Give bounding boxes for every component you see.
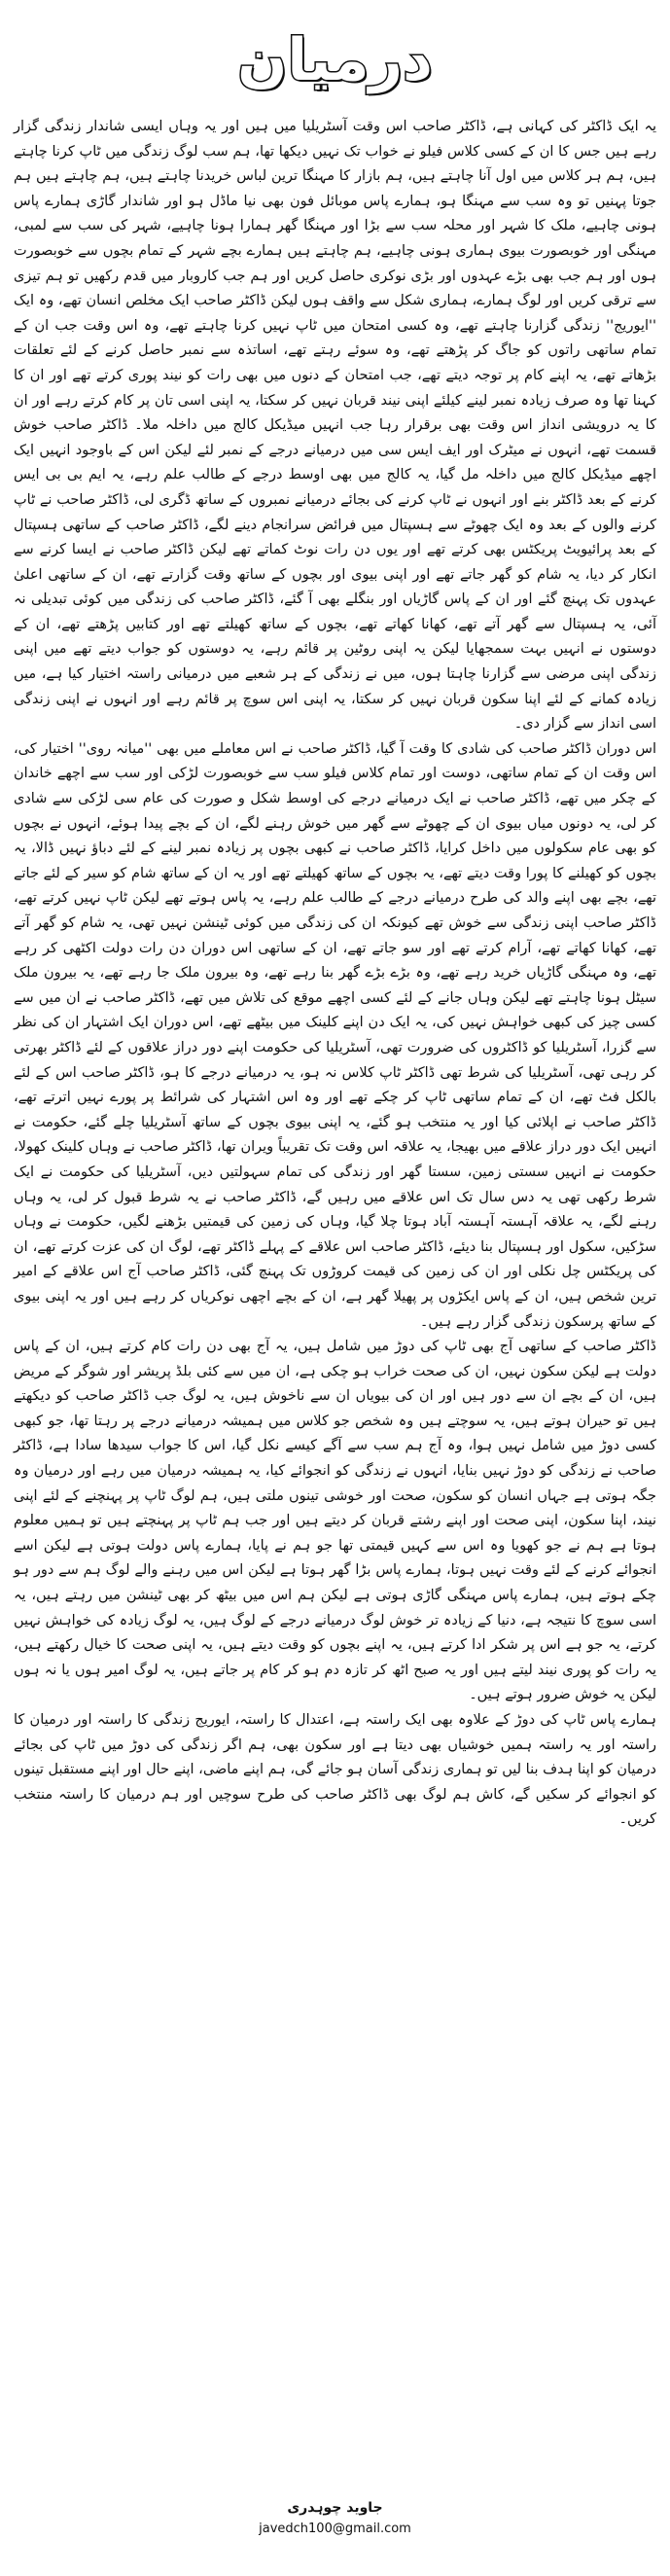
article-body	[14, 115, 656, 1833]
author-email: javedch100@gmail.com	[259, 2522, 411, 2536]
headline-area	[14, 0, 656, 115]
article-paragraph: یہ ایک ڈاکٹر کی کہانی ہے، ڈاکٹر صاحب اس وقت آسٹریلیا میں ہیں اور یہ وہاں ایسی شاندار زندگی گزار رہے ہیں جس کا ان کے کسی کلاس فیلو نے خواب تک نہیں دیکھا تھا، ہم سب لوگ زندگی میں ٹاپ کرنا چاہتے ہیں، ہم ہر کلاس میں اول آنا چاہتے ہیں، ہم بازار کا مہنگا ترین لباس خریدنا چاہتے ہیں، ہم چاہتے ہیں ہم جوتا پہنیں تو وہ سب سے مہنگا ہو، ہمارے پاس موبائل فون بھی نیا ماڈل ہو اور شاندار گاڑی ہمارے پاس ہونی چاہیے، ملک کا شہر اور محلہ سب سے بڑا اور مہنگا گھر ہمارا ہونا چاہیے، شہر کی سب سے لمبی، مہنگی اور خوبصورت بیوی ہماری ہونی چاہیے، ہم چاہتے ہیں ہمارے بچے شہر کے تمام بچوں سے خوبصورت ہوں اور ہم جب بھی بڑے عہدوں اور بڑی نوکری حاصل کریں اور ہم جب کاروبار میں قدم رکھیں تو ہم تیزی سے ترقی کریں اور لوگ ہمارے، ہماری شکل سے واقف ہوں لیکن ڈاکٹر صاحب ایک مخلص انسان تھے، وہ ایک ''ایوریج'' زندگی گزارنا چاہتے تھے، وہ کسی امتحان میں ٹاپ نہیں کرنا چاہتے تھے، وہ اس وقت جب ان کے تمام ساتھی راتوں کو جاگ کر پڑھتے تھے، وہ سوئے رہتے تھے، اساتذہ سے نمبر حاصل کرنے کے لئے تعلقات بڑھاتے تھے، یہ اپنے کام پر توجہ دیتے تھے، جب امتحان کے دنوں میں بھی رات کو نیند پوری کرتے تھے اور ان کا کہنا تھا وہ صرف زیادہ نمبر لینے کیلئے اپنی نیند قربان نہیں کر سکتا، یہ اپنی اسی تان پر کام کرتے رہے اور ان کا یہ درویشی انداز اس وقت بھی برقرار رہا جب انہیں میڈیکل کالج میں داخلہ ملا۔ ڈاکٹر صاحب خوش قسمت تھے، انہوں نے میٹرک اور ایف ایس سی میں درمیانے درجے کے نمبر لئے لیکن اس کے باوجود انہیں ایک اچھے میڈیکل کالج میں داخلہ مل گیا، یہ کالج میں بھی اوسط درجے کے طالب علم رہے، یہ ایم بی بی ایس کرنے کے بعد ڈاکٹر بنے اور انہوں نے ٹاپ کرنے کی بجائے درمیانے نمبروں کے ساتھ ڈگری لی، ڈاکٹر صاحب نے ٹاپ کرنے والوں کے بعد وہ ایک چھوٹے سے ہسپتال میں فرائض سرانجام دینے لگے، ڈاکٹر صاحب کے ساتھی ہسپتال کے بعد پرائیویٹ پریکٹس بھی کرتے تھے اور یوں دن رات نوٹ کماتے تھے لیکن ڈاکٹر صاحب نے ایسا کرنے سے انکار کر دیا، یہ شام کو گھر جاتے تھے اور اپنی بیوی اور بچوں کے ساتھ وقت گزارتے تھے، ان کے ساتھی اعلیٰ عہدوں تک پہنچ گئے اور ان کے پاس گاڑیاں اور بنگلے بھی آ گئے، ڈاکٹر صاحب کی زندگی میں کوئی تبدیلی نہ آئی، یہ ہسپتال سے گھر آتے تھے، کھانا کھاتے تھے، بچوں کے ساتھ کھیلتے تھے اور کتابیں پڑھتے تھے، ان کے دوستوں نے انہیں بہت سمجھایا لیکن یہ اپنی روٹین پر قائم رہے، یہ دوستوں کو جواب دیتے تھے میں اپنی زندگی اپنی مرضی سے گزارنا چاہتا ہوں، میں نے زندگی کے ہر شعبے میں درمیانی راستہ اختیار کیا ہے، میں زیادہ کمانے کے لئے اپنا سکون قربان نہیں کر سکتا، یہ اپنی اس سوچ پر قائم رہے اور انہوں نے اپنی زندگی اسی انداز سے گزار دی۔	[14, 119, 656, 733]
byline	[0, 2500, 670, 2536]
article-paragraph: ہمارے پاس ٹاپ کی دوڑ کے علاوہ بھی ایک راستہ ہے، اعتدال کا راستہ، ایوریج زندگی کا راستہ اور درمیان کا راستہ اور یہ راستہ ہمیں خوشیاں بھی دیتا ہے اور سکون بھی، ہم اگر زندگی کی دوڑ میں ٹاپ کی بجائے درمیان کو اپنا ہدف بنا لیں تو ہماری زندگی آسان ہو جائے گی، ہم اپنے ماضی، اپنے حال اور اپنے مستقبل تینوں کو انجوائے کر سکیں گے، کاش ہم لوگ بھی ڈاکٹر صاحب کی طرح سوچیں اور ہم درمیان کا راستہ منتخب کریں۔	[14, 1712, 656, 1828]
article-title: درمیان	[237, 26, 433, 94]
article-paragraph: ڈاکٹر صاحب کے ساتھی آج بھی ٹاپ کی دوڑ میں شامل ہیں، یہ آج بھی دن رات کام کرتے ہیں، ان کے پاس دولت ہے لیکن سکون نہیں، ان کی صحت خراب ہو چکی ہے، ان میں سے کئی بلڈ پریشر اور شوگر کے مریض ہیں، ان کے بچے ان سے دور ہیں اور ان کی بیویاں ان سے ناخوش ہیں، یہ لوگ جب ڈاکٹر صاحب کو دیکھتے ہیں تو حیران ہوتے ہیں، یہ سوچتے ہیں وہ شخص جو کلاس میں ہمیشہ درمیانے درجے پر رہتا تھا، جو کبھی کسی دوڑ میں شامل نہیں ہوا، وہ آج ہم سب سے آگے کیسے نکل گیا، اس کا جواب سیدھا سادا ہے، ڈاکٹر صاحب نے زندگی کو دوڑ نہیں بنایا، انہوں نے زندگی کو انجوائے کیا، یہ ہمیشہ درمیان میں رہے اور درمیان وہ جگہ ہوتی ہے جہاں انسان کو سکون، صحت اور خوشی تینوں ملتی ہیں، ہم لوگ ٹاپ پر پہنچنے کے لئے اپنی نیند، اپنا سکون، اپنی صحت اور اپنے رشتے قربان کر دیتے ہیں اور جب ہم ٹاپ پر پہنچتے ہیں تو ہمیں معلوم ہوتا ہے ہم نے جو کھویا وہ اس سے کہیں قیمتی تھا جو ہم نے پایا، ہمارے پاس دولت ہوتی ہے لیکن اسے انجوائے کرنے کے لئے وقت نہیں ہوتا، ہمارے پاس بڑا گھر ہوتا ہے لیکن اس میں رہنے والے لوگ ہم سے دور ہو چکے ہوتے ہیں، ہمارے پاس مہنگی گاڑی ہوتی ہے لیکن ہم اس میں بیٹھ کر بھی ٹینشن میں رہتے ہیں، یہ اسی سوچ کا نتیجہ ہے، دنیا کے زیادہ تر خوش لوگ درمیانے درجے کے لوگ ہیں، یہ لوگ زیادہ کی خواہش نہیں کرتے، یہ جو ہے اس پر شکر ادا کرتے ہیں، یہ اپنے بچوں کو وقت دیتے ہیں، یہ اپنی صحت کا خیال رکھتے ہیں، یہ رات کو پوری نیند لیتے ہیں اور یہ صبح اٹھ کر تازہ دم ہو کر کام پر جاتے ہیں، یہ لوگ امیر ہوں یا نہ ہوں لیکن یہ خوش ضرور ہوتے ہیں۔	[14, 1339, 656, 1703]
article-paragraph: اس دوران ڈاکٹر صاحب کی شادی کا وقت آ گیا، ڈاکٹر صاحب نے اس معاملے میں بھی ''میانہ روی'' اختیار کی، اس وقت ان کے تمام ساتھی، دوست اور تمام کلاس فیلو سب سے خوبصورت لڑکی اور سب سے اچھے خاندان کے چکر میں تھے، ڈاکٹر صاحب نے ایک درمیانے درجے کی اوسط شکل و صورت کی عام سی لڑکی سے شادی کر لی، یہ دونوں میاں بیوی ان کے چھوٹے سے گھر میں خوش رہنے لگے، ان کے بچے پیدا ہوئے، انہوں نے بچوں کو بھی عام سکولوں میں داخل کرایا، ڈاکٹر صاحب نے کبھی بچوں پر زیادہ نمبر لینے کے لئے دباؤ نہیں ڈالا، یہ بچوں کو کھیلنے کا پورا وقت دیتے تھے، یہ بچوں کے ساتھ کھیلتے تھے اور یہ ان کے ساتھ شام کو سیر کے لئے جاتے تھے، بچے بھی اپنے والد کی طرح درمیانے درجے کے طالب علم رہے، یہ پاس ہوتے تھے لیکن ٹاپ نہیں کرتے تھے، ڈاکٹر صاحب اپنی زندگی سے خوش تھے کیونکہ ان کی زندگی میں کوئی ٹینشن نہیں تھی، یہ شام کو گھر آتے تھے، کھانا کھاتے تھے، آرام کرتے تھے اور سو جاتے تھے، ان کے ساتھی اس دوران دن رات دولت اکٹھی کر رہے تھے، وہ مہنگی گاڑیاں خرید رہے تھے، وہ بڑے بڑے گھر بنا رہے تھے، وہ بیرون ملک جا رہے تھے، یہ بیرون ملک سیٹل ہونا چاہتے تھے لیکن وہاں جانے کے لئے کسی اچھے موقع کی تلاش میں تھے، ڈاکٹر صاحب نے ان میں سے کسی چیز کی کبھی خواہش نہیں کی، یہ ایک دن اپنے کلینک میں بیٹھے تھے، اس دوران ایک اشتہار ان کی نظر سے گزرا، آسٹریلیا کو ڈاکٹروں کی ضرورت تھی، آسٹریلیا کی حکومت اپنے دور دراز علاقوں کے لئے ڈاکٹر بھرتی کر رہی تھی، آسٹریلیا کی شرط تھی ڈاکٹر ٹاپ کلاس نہ ہو، یہ درمیانے درجے کا ہو، ڈاکٹر صاحب اس کے لئے بالکل فٹ تھے، ان کے تمام ساتھی ٹاپ کر چکے تھے اور وہ اس اشتہار کی شرائط پر پورے نہیں اترتے تھے، ڈاکٹر صاحب نے اپلائی کیا اور یہ منتخب ہو گئے، یہ اپنی بیوی بچوں کے ساتھ آسٹریلیا چلے گئے، حکومت نے انہیں ایک دور دراز علاقے میں بھیجا، یہ علاقہ اس وقت تک تقریباً ویران تھا، ڈاکٹر صاحب نے وہاں کلینک کھولا، حکومت نے انہیں سستی زمین، سستا گھر اور زندگی کی تمام سہولتیں دیں، آسٹریلیا کی حکومت نے ایک شرط رکھی تھی یہ دس سال تک اس علاقے میں رہیں گے، ڈاکٹر صاحب نے یہ شرط قبول کر لی، یہ وہاں رہنے لگے، یہ علاقہ آہستہ آہستہ آباد ہوتا چلا گیا، وہاں کی زمین کی قیمتیں بڑھنے لگیں، حکومت نے وہاں سڑکیں، سکول اور ہسپتال بنا دیئے، ڈاکٹر صاحب اس علاقے کے پہلے ڈاکٹر تھے، لوگ ان کی عزت کرتے تھے، ان کی پریکٹس چل نکلی اور ان کی زمین کی قیمت کروڑوں تک پہنچ گئی، ڈاکٹر صاحب آج اس علاقے کے امیر ترین شخص ہیں، ان کے پاس ایکڑوں پر پھیلا گھر ہے، ان کے بچے اچھی نوکریاں کر رہے ہیں اور یہ اپنی بیوی کے ساتھ پرسکون زندگی گزار رہے ہیں۔	[14, 740, 656, 1330]
author-name: جاوید چوہدری	[287, 2500, 383, 2516]
